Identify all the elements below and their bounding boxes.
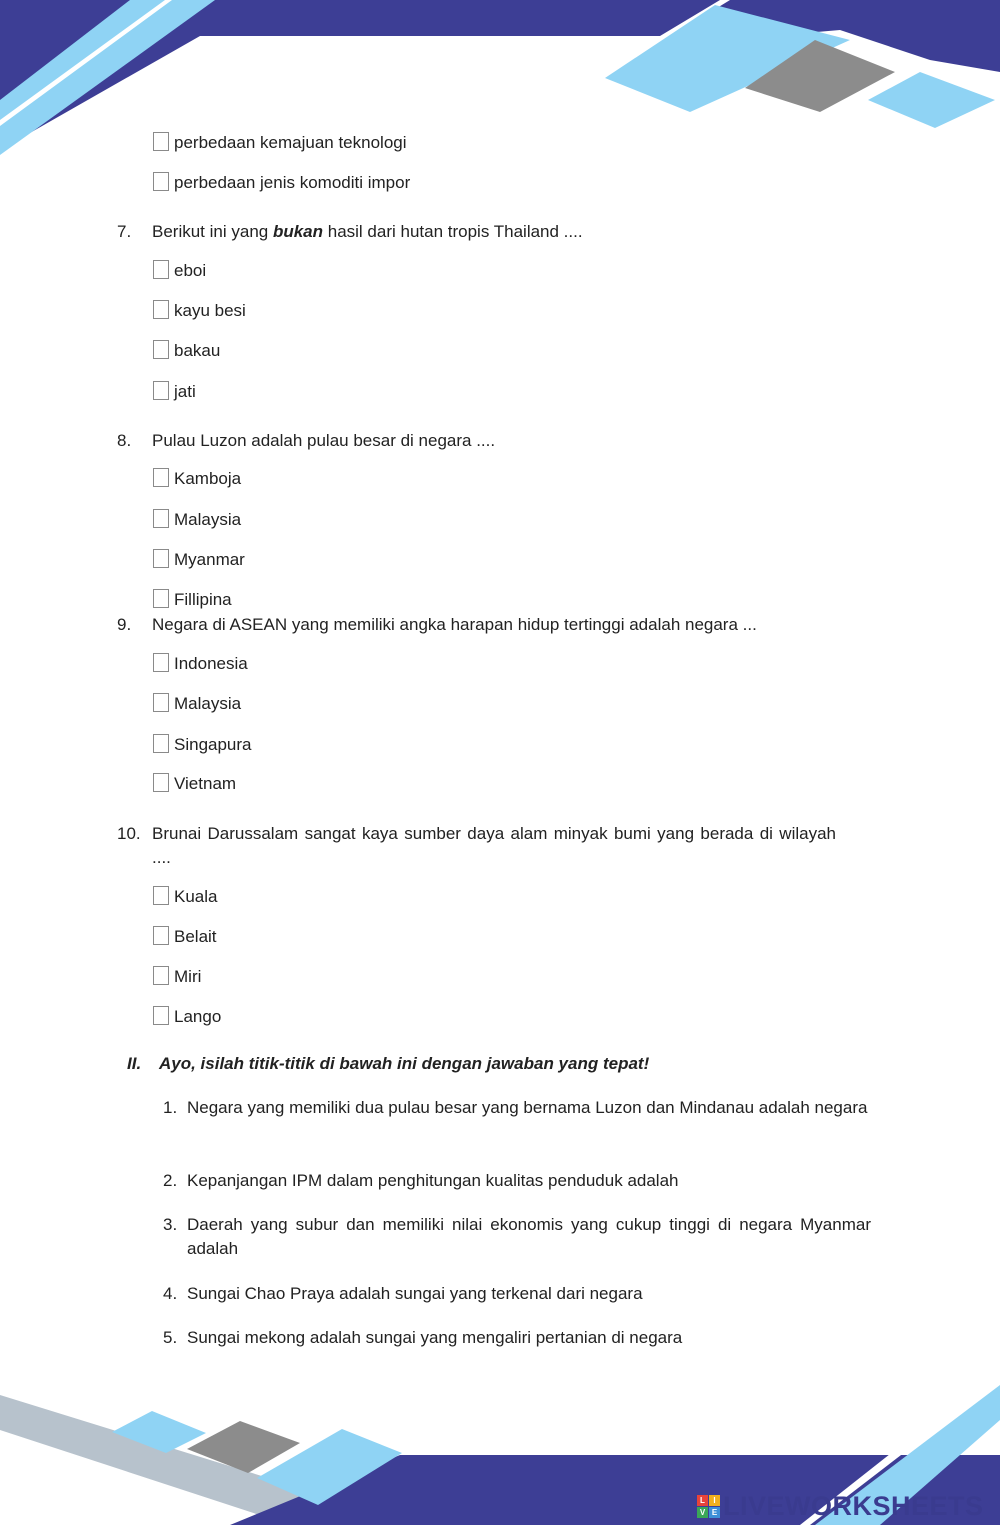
option-label: Kuala (174, 887, 218, 906)
checkbox[interactable] (153, 300, 169, 319)
option-label: Miri (174, 967, 202, 986)
section-2-title: Ayo, isilah titik-titik di bawah ini dengan jawaban yang tepat! (159, 1054, 650, 1073)
fill-item-4-number: 4. (163, 1284, 178, 1303)
q8-number: 8. (117, 431, 132, 450)
q10-option-d[interactable] (153, 1005, 221, 1029)
logo-letter-3: V (697, 1507, 708, 1518)
q9-option-a[interactable] (153, 652, 248, 676)
q8-text: Pulau Luzon adalah pulau besar di negara .... (152, 431, 496, 450)
fill-item-5-text: Sungai mekong adalah sungai yang mengaliri pertanian di negara (187, 1328, 683, 1347)
checkbox[interactable] (153, 1006, 169, 1025)
top-right-small-tile (868, 72, 995, 128)
q6-option-2[interactable] (153, 171, 410, 195)
checkbox[interactable] (153, 734, 169, 753)
checkbox[interactable] (153, 132, 169, 151)
checkbox[interactable] (153, 260, 169, 279)
q7-option-c[interactable] (153, 339, 220, 363)
option-label: Lango (174, 1007, 222, 1026)
option-label: jati (174, 382, 196, 401)
option-label: Myanmar (174, 550, 245, 569)
logo-letter-2: I (709, 1495, 720, 1506)
fill-item-2-number: 2. (163, 1171, 178, 1190)
checkbox[interactable] (153, 926, 169, 945)
option-label: perbedaan kemajuan teknologi (174, 133, 407, 152)
option-label: Indonesia (174, 654, 248, 673)
q7-text: Berikut ini yang bukan hasil dari hutan tropis Thailand .... (152, 222, 583, 241)
checkbox[interactable] (153, 340, 169, 359)
top-decoration (0, 0, 1000, 160)
checkbox[interactable] (153, 509, 169, 528)
section-2-number: II. (127, 1054, 142, 1073)
option-label: Malaysia (174, 510, 242, 529)
option-label: bakau (174, 341, 221, 360)
checkbox[interactable] (153, 468, 169, 487)
checkbox[interactable] (153, 693, 169, 712)
q8-option-a[interactable] (153, 467, 241, 491)
checkbox[interactable] (153, 172, 169, 191)
checkbox[interactable] (153, 966, 169, 985)
q8-option-d[interactable] (153, 588, 232, 612)
checkbox[interactable] (153, 886, 169, 905)
q6-option-1[interactable] (153, 131, 407, 155)
q9-number: 9. (117, 615, 132, 634)
liveworksheets-logo[interactable] (697, 1490, 984, 1522)
option-label: kayu besi (174, 301, 246, 320)
option-label: Belait (174, 927, 217, 946)
checkbox[interactable] (153, 549, 169, 568)
fill-item-3-text: Daerah yang subur dan memiliki nilai ekonomis yang cukup tinggi di negara Myanmar adalah (187, 1215, 871, 1258)
q10-number: 10. (117, 824, 141, 843)
logo-text: LIVEWORKSHEETS (723, 1490, 984, 1521)
q9-option-b[interactable] (153, 692, 241, 716)
q7-option-b[interactable] (153, 299, 246, 323)
q7-option-a[interactable] (153, 259, 206, 283)
q10-text: Brunai Darussalam sangat kaya sumber daya alam minyak bumi yang berada di wilayah .... (152, 824, 836, 867)
q9-option-d[interactable] (153, 772, 236, 796)
q7-option-d[interactable] (153, 380, 196, 404)
q10-option-c[interactable] (153, 965, 201, 989)
checkbox[interactable] (153, 381, 169, 400)
checkbox[interactable] (153, 773, 169, 792)
q8-option-b[interactable] (153, 508, 241, 532)
option-label: Kamboja (174, 469, 242, 488)
option-label: Fillipina (174, 590, 232, 609)
fill-item-1-number: 1. (163, 1098, 178, 1117)
q7-number: 7. (117, 222, 132, 241)
fill-item-2-text: Kepanjangan IPM dalam penghitungan kualitas penduduk adalah (187, 1171, 679, 1190)
option-label: eboi (174, 261, 207, 280)
q9-option-c[interactable] (153, 733, 252, 757)
checkbox[interactable] (153, 653, 169, 672)
q8-option-c[interactable] (153, 548, 245, 572)
q10-option-a[interactable] (153, 885, 217, 909)
fill-item-5-number: 5. (163, 1328, 178, 1347)
q10-option-b[interactable] (153, 925, 217, 949)
logo-letter-1: L (697, 1495, 708, 1506)
option-label: Vietnam (174, 774, 237, 793)
q9-text: Negara di ASEAN yang memiliki angka harapan hidup tertinggi adalah negara ... (152, 615, 757, 634)
checkbox[interactable] (153, 589, 169, 608)
option-label: Singapura (174, 735, 252, 754)
fill-item-1-text: Negara yang memiliki dua pulau besar yang bernama Luzon dan Mindanau adalah negara (187, 1098, 868, 1117)
option-label: Malaysia (174, 694, 242, 713)
option-label: perbedaan jenis komoditi impor (174, 173, 411, 192)
fill-item-3-number: 3. (163, 1215, 178, 1234)
logo-letter-4: E (709, 1507, 720, 1518)
fill-item-4-text: Sungai Chao Praya adalah sungai yang terkenal dari negara (187, 1284, 643, 1303)
logo-icon (697, 1495, 720, 1518)
